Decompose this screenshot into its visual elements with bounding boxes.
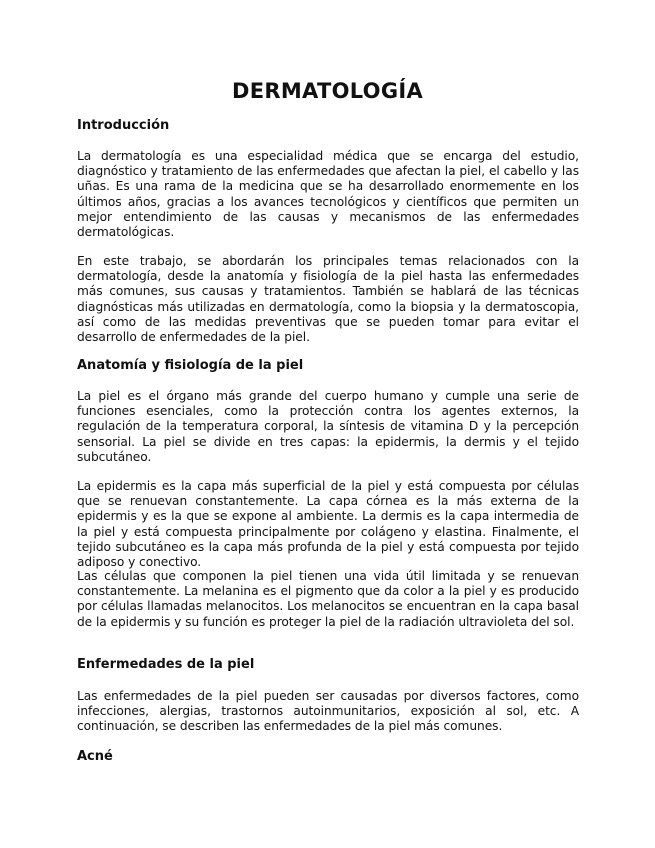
section-heading-anatomia: Anatomía y fisiología de la piel [77,358,304,373]
paragraph: Las células que componen la piel tienen una vida útil limitada y se renuevan constantemente. La melanina es el pigmento que da color a la piel y es producido por células llamadas melanocitos. Los melanocitos se encuentran en la capa basal de la epidermis y su función es proteger la piel de la radiación ultravioleta del sol. [77,569,579,629]
paragraph: En este trabajo, se abordarán los principales temas relacionados con la dermatología, desde la anatomía y fisiología de la piel hasta las enfermedades más comunes, sus causas y tratamientos. También se hablará de las técnicas diagnósticas más utilizadas en dermatología, como la biopsia y la dermatoscopia, así como de las medidas preventivas que se pueden tomar para evitar el desarrollo de enfermedades de la piel. [77,254,579,345]
section-heading-enfermedades: Enfermedades de la piel [77,657,255,672]
section-heading-acne: Acné [77,749,113,764]
paragraph: La piel es el órgano más grande del cuerpo humano y cumple una serie de funciones esenciales, como la protección contra los agentes externos, la regulación de la temperatura corporal, la síntesis de vitamina D y la percepción sensorial. La piel se divide en tres capas: la epidermis, la dermis y el tejido subcutáneo. [77,389,579,464]
section-heading-introduccion: Introducción [77,118,170,133]
paragraph: Las enfermedades de la piel pueden ser causadas por diversos factores, como infecciones, alergias, trastornos autoinmunitarios, exposición al sol, etc. A continuación, se describen las enfermedades de la piel más comunes. [77,689,579,734]
paragraph: La dermatología es una especialidad médica que se encarga del estudio, diagnóstico y tratamiento de las enfermedades que afectan la piel, el cabello y las uñas. Es una rama de la medicina que se ha desarrollado enormemente en los últimos años, gracias a los avances tecnológicos y científicos que permiten un mejor entendimiento de las causas y mecanismos de las enfermedades dermatológicas. [77,149,579,240]
document-title: DERMATOLOGÍA [231,79,424,103]
paragraph: La epidermis es la capa más superficial de la piel y está compuesta por células que se renuevan constantemente. La capa córnea es la más externa de la epidermis y es la que se expone al ambiente. La dermis es la capa intermedia de la piel y está compuesta principalmente por colágeno y elastina. Finalmente, el tejido subcutáneo es la capa más profunda de la piel y está compuesta por tejido adiposo y conectivo. [77,479,579,570]
